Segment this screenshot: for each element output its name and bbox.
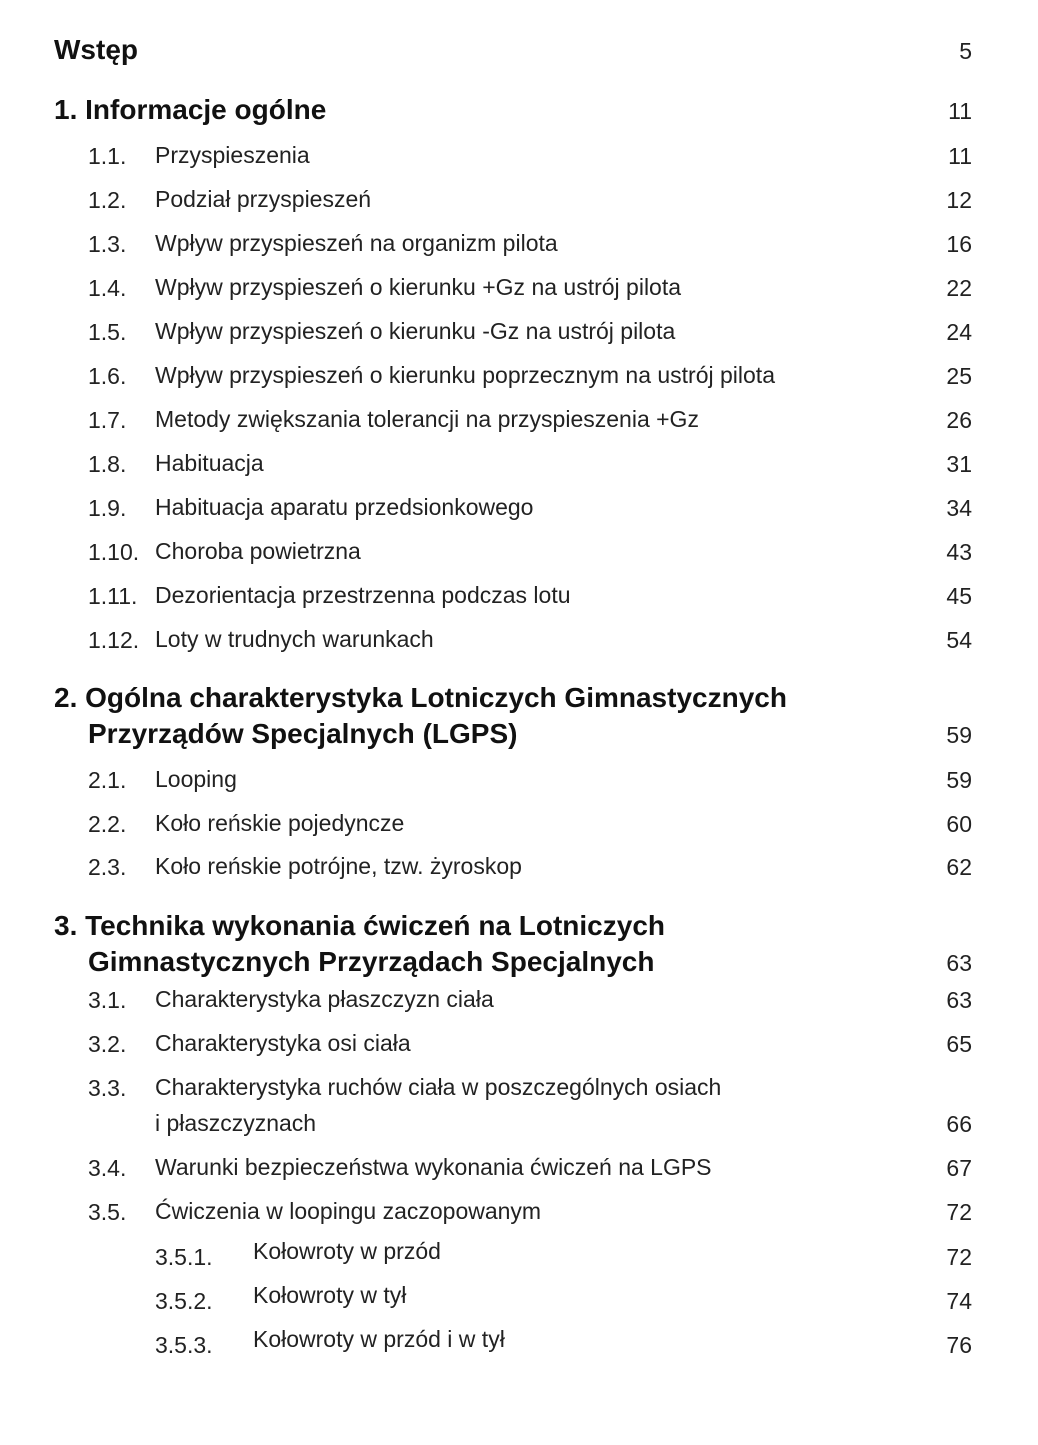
intro-page: 5 (959, 38, 972, 64)
subsection-row-number: 3.5.2. (155, 1288, 213, 1314)
chapter-1-page: 11 (948, 98, 972, 124)
section-row-number: 1.4. (88, 275, 127, 301)
chapter-3-title (54, 908, 665, 944)
section-row-page: 34 (946, 495, 972, 521)
section-row-page: 12 (946, 187, 972, 213)
intro-title: Wstęp (54, 34, 138, 65)
section-row-page: 65 (946, 1031, 972, 1057)
section-row-number: 1.12. (88, 627, 140, 653)
subsection-row-page: 76 (946, 1332, 972, 1358)
section-row-title: Loty w trudnych warunkach (155, 626, 434, 652)
section-row-title: Przyspieszenia (155, 142, 310, 168)
section-row-number: 1.10. (88, 539, 140, 565)
section-row-page: 54 (946, 627, 972, 653)
section-row-page: 31 (946, 451, 972, 477)
section-row-title: Looping (155, 766, 237, 792)
section-row-page: 24 (946, 319, 972, 345)
section-row-title: Dezorientacja przestrzenna podczas lotu (155, 582, 571, 608)
chapter-number: 3. (54, 910, 78, 941)
section-row-number: 1.7. (88, 407, 127, 433)
chapter-title-line1: Technika wykonania ćwiczeń na Lotniczych (85, 910, 666, 941)
subsection-row-page: 74 (946, 1288, 972, 1314)
section-row-title: Charakterystyka ruchów ciała w poszczególnych osiach (155, 1074, 722, 1100)
section-row-page: 22 (946, 275, 972, 301)
subsection-row-title: Kołowroty w przód i w tył (253, 1326, 505, 1352)
section-row-page: 66 (946, 1111, 972, 1137)
section-row-number: 2.3. (88, 854, 127, 880)
section-row-title: Koło reńskie potrójne, tzw. żyroskop (155, 853, 522, 879)
chapter-2-page: 59 (946, 722, 972, 748)
chapter-2-title (54, 680, 787, 716)
section-row-page: 62 (946, 854, 972, 880)
section-row-title: Wpływ przyspieszeń o kierunku poprzecznym na ustrój pilota (155, 362, 775, 388)
subsection-row-number: 3.5.3. (155, 1332, 213, 1358)
subsection-row-number: 3.5.1. (155, 1244, 213, 1270)
section-row-page: 59 (946, 767, 972, 793)
section-row-title: Warunki bezpieczeństwa wykonania ćwiczeń na LGPS (155, 1154, 712, 1180)
section-row-page: 43 (946, 539, 972, 565)
chapter-3-title-line2: Gimnastycznych Przyrządach Specjalnych (88, 946, 655, 977)
section-row-number: 3.3. (88, 1075, 127, 1101)
section-row-page: 45 (946, 583, 972, 609)
section-row-number: 2.1. (88, 767, 127, 793)
chapter-title-line1: Ogólna charakterystyka Lotniczych Gimnastycznych (85, 682, 787, 713)
section-row-title: Ćwiczenia w loopingu zaczopowanym (155, 1198, 542, 1224)
section-row-title: Metody zwiększania tolerancji na przyspieszenia +Gz (155, 406, 699, 432)
section-row-number: 1.3. (88, 231, 127, 257)
section-row-number: 1.11. (88, 583, 138, 609)
section-row-number: 3.2. (88, 1031, 127, 1057)
subsection-row-page: 72 (946, 1244, 972, 1270)
section-row-title: Habituacja aparatu przedsionkowego (155, 494, 534, 520)
section-row-number: 1.8. (88, 451, 127, 477)
section-row-page: 60 (946, 810, 972, 837)
section-row-number: 1.5. (88, 319, 127, 345)
chapter-number: 1. (54, 94, 78, 125)
section-row-title: Charakterystyka osi ciała (155, 1030, 411, 1056)
section-row-title: Wpływ przyspieszeń o kierunku -Gz na ustrój pilota (155, 318, 676, 344)
section-row-title: Koło reńskie pojedyncze (155, 809, 405, 836)
section-row-page: 67 (946, 1155, 972, 1181)
section-row-title: Podział przyspieszeń (155, 186, 372, 212)
chapter-title-text: Informacje ogólne (85, 94, 327, 125)
section-row-number: 3.5. (88, 1199, 127, 1225)
section-row-number: 3.4. (88, 1155, 127, 1181)
section-row-title: Charakterystyka płaszczyzn ciała (155, 986, 494, 1012)
section-row-page: 11 (948, 143, 972, 169)
section-row-title: Habituacja (155, 450, 264, 476)
section-row-page: 16 (946, 231, 972, 257)
chapter-2-title-line2: Przyrządów Specjalnych (LGPS) (88, 718, 518, 749)
section-row-number: 1.6. (88, 363, 127, 389)
chapter-number: 2. (54, 682, 78, 713)
section-row-number: 1.1. (88, 143, 127, 169)
section-row-page: 25 (946, 363, 972, 389)
section-row-number: 3.1. (88, 987, 127, 1013)
chapter-3-page: 63 (946, 950, 972, 976)
section-row-title: Wpływ przyspieszeń o kierunku +Gz na ustrój pilota (155, 274, 682, 300)
chapter-1-title (54, 92, 326, 128)
section-row-number: 2.2. (88, 810, 127, 837)
section-row-title: Wpływ przyspieszeń na organizm pilota (155, 230, 558, 256)
section-row-title: Choroba powietrzna (155, 538, 361, 564)
section-row-number: 1.9. (88, 495, 127, 521)
section-row-number: 1.2. (88, 187, 127, 213)
section-row-title-line2: i płaszczyznach (155, 1110, 317, 1136)
subsection-row-title: Kołowroty w przód (253, 1238, 441, 1264)
section-row-page: 63 (946, 987, 972, 1013)
subsection-row-title: Kołowroty w tył (253, 1282, 407, 1308)
section-row-page: 72 (946, 1199, 972, 1225)
section-row-page: 26 (946, 407, 972, 433)
